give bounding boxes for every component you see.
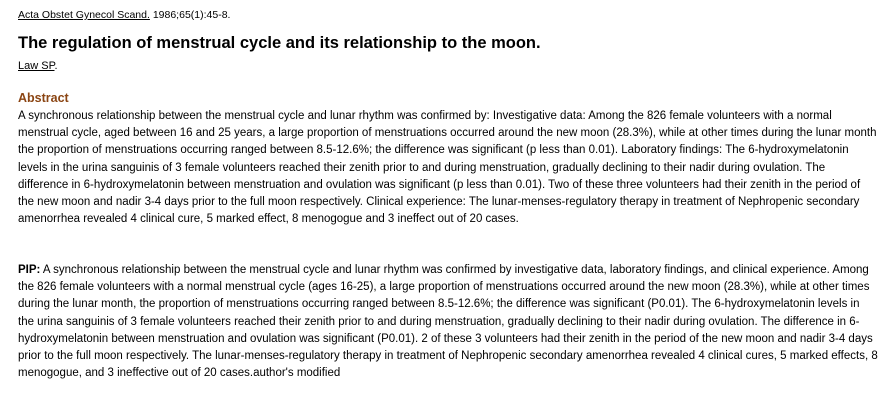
authors-line bbox=[18, 60, 58, 73]
author-link[interactable]: Law SP bbox=[18, 60, 55, 72]
article-title: The regulation of menstrual cycle and its relationship to the moon. bbox=[18, 34, 541, 52]
journal-link[interactable]: Acta Obstet Gynecol Scand. bbox=[18, 9, 150, 21]
citation bbox=[18, 9, 230, 22]
abstract-text: A synchronous relationship between the menstrual cycle and lunar rhythm was confirmed by: Investigative data: Among the 826 female volunteers with a normal menstrual cycle, aged between 16 and 25 years, a large proportion of menstruations occurred around the new moon (28.3%), while at other times during the lunar month the proportion of menstruations occurring ranged between 8.5-12.6%; the difference was significant (p less than 0.01). Laboratory findings: The 6-hydroxymelatonin levels in the urina sanguinis of 3 female volunteers reached their zenith prior to and during menstruation, gradually declining to their nadir during ovulation. The difference in 6-hydroxymelatonin between menstruation and ovulation was significant (p less than 0.01). Two of these three volunteers had their zenith in the period of the new moon and nadir 3-4 days prior to the full moon respectively. Clinical experience: The lunar-menses-regulatory therapy in treatment of Nephropenic secondary amenorrhea revealed 4 clinical cure, 5 marked effect, 8 menogogue and 3 ineffect out of 20 cases. bbox=[18, 110, 877, 226]
abstract-heading: Abstract bbox=[18, 91, 69, 105]
pip-paragraph bbox=[18, 262, 878, 382]
citation-details: 1986;65(1):45-8. bbox=[149, 9, 231, 21]
pip-text: A synchronous relationship between the menstrual cycle and lunar rhythm was confirmed by investigative data, laboratory findings, and clinical experience. Among the 826 female volunteers with a normal menstrual cycle (ages 16-25), a large proportion of menstruations occurred around the new moon (28.3%), while at other times during the lunar month, the proportion of menstruations occurring ranged between 8.5-12.6%; the difference was significant (P0.01). The 6-hydroxymelatonin levels in the urina sanguinis of 3 female volunteers reached their zenith prior to and during menstruation, gradually declining to their nadir during ovulation. The difference in 6-hydroxymelatonin between menstruation and ovulation was significant (P0.01). 2 of these 3 volunteers had their zenith in the period of the new moon and nadir 3-4 days prior to the full moon respectively. The lunar-menses-regulatory therapy in treatment of Nephropenic secondary amenorrhea revealed 4 clinical cures, 5 marked effects, 8 menogogue, and 3 ineffective out of 20 cases.author's modified bbox=[18, 264, 878, 380]
pip-label: PIP: bbox=[18, 264, 41, 276]
authors-suffix: . bbox=[54, 60, 58, 72]
